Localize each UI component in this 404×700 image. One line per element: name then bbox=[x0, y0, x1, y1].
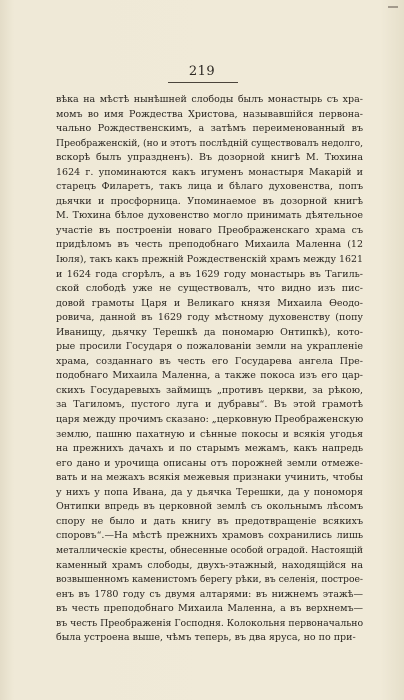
text-line: въ честь преподобнаго Михаила Маленна, а въ верхнемъ— bbox=[56, 603, 363, 615]
text-line: дьячки и просфорница. Упоминаемое въ дозорной книгѣ bbox=[56, 195, 363, 207]
text-line: спору не было и дать книгу въ предотвращеніе всякихъ bbox=[56, 515, 363, 527]
text-line: 1624 г. упоминаются какъ игуменъ монастыря Макарій и bbox=[56, 166, 363, 178]
text-line: его дано и урочища описаны отъ порожней земли отмеже- bbox=[56, 457, 363, 469]
text-line: на прежнихъ дачахъ и по старымъ межамъ, какъ напредь bbox=[56, 443, 363, 455]
text-line: М. Тюхина бѣлое духовенство могло принимать дѣятельное bbox=[56, 210, 363, 222]
text-line: у нихъ у попа Ивана, да у дьячка Терешки, да у пономоря bbox=[56, 486, 363, 498]
text-line: металлическіе кресты, обнесенные особой оградой. Настоящій bbox=[56, 544, 363, 556]
text-line: старецъ Филаретъ, такъ лица и бѣлаго духовенства, попъ bbox=[56, 181, 363, 193]
text-line: вѣка на мѣстѣ нынѣшней слободы былъ монастырь съ хра- bbox=[56, 94, 363, 105]
page-number-rule bbox=[168, 82, 238, 83]
text-line: Іюля), такъ какъ прежній Рождественскій храмъ между 1621 bbox=[56, 254, 363, 266]
text-line: придѣломъ въ честь преподобнаго Михаила Маленна (12 bbox=[56, 239, 363, 251]
text-line: енъ въ 1780 году съ двумя алтарями: въ нижнемъ этажѣ— bbox=[56, 588, 363, 600]
text-line: рые просили Государя о пожалованіи земли на украпленіе bbox=[56, 341, 363, 353]
text-line: довой грамоты Царя и Великаго князя Михаила Ѳеодо- bbox=[56, 297, 363, 309]
text-line: и 1624 года сгорѣлъ, а въ 1629 году монастырь въ Тагиль- bbox=[56, 268, 363, 280]
text-line: была устроена выше, чѣмъ теперь, въ два яруса, но по при- bbox=[56, 632, 356, 644]
text-line: въ честь Преображенія Господня. Колокольня первоначально bbox=[56, 617, 363, 629]
text-line: храма, созданнаго въ честь его Государева ангела Пре- bbox=[56, 355, 363, 367]
body-text bbox=[56, 93, 363, 646]
text-line: землю, пашню пахатную и сѣнные покосы и всякія угодья bbox=[56, 428, 363, 440]
text-line: момъ во имя Рождества Христова, называвшійся первона- bbox=[56, 108, 363, 120]
text-line: Преображенскій, (но и этотъ послѣдній существовалъ недолго, bbox=[56, 137, 363, 149]
text-line: скихъ Государевыхъ займищъ „противъ церкви, за рѣкою, bbox=[56, 384, 363, 396]
text-line: за Тагиломъ, пустого луга и дубравы“. Въ этой грамотѣ bbox=[56, 399, 363, 411]
text-line: подобнаго Михаила Маленна, а также покоса изъ его цар- bbox=[56, 370, 363, 382]
text-line: возвышенномъ каменистомъ берегу рѣки, въ селенія, построе- bbox=[56, 574, 363, 586]
text-line: вскорѣ былъ упраздненъ). Въ дозорной книгѣ М. Тюхина bbox=[56, 152, 363, 164]
text-line: царя между прочимъ сказано: „церковную Преображенскую bbox=[56, 414, 363, 426]
text-line: ровича, данной въ 1629 году мѣстному духовенству (попу bbox=[56, 312, 363, 324]
margin-mark bbox=[388, 6, 398, 8]
text-line: Иванищу, дьячку Терешкѣ да пономарю Онтипкѣ), кото- bbox=[56, 326, 363, 338]
page-number: 219 bbox=[188, 64, 216, 79]
text-line: Онтипки впредь въ церковной землѣ съ окольнымъ лѣсомъ bbox=[56, 501, 363, 513]
text-line: участіе въ построеніи новаго Преображенскаго храма съ bbox=[56, 224, 363, 236]
text-line: чально Рождественскимъ, а затѣмъ переименованный въ bbox=[56, 123, 363, 135]
text-line: каменный храмъ слободы, двухъ-этажный, находящійся на bbox=[56, 559, 363, 571]
text-line: споровъ“.—На мѣстѣ прежнихъ храмовъ сохранились лишь bbox=[56, 530, 363, 542]
text-line: вать и на межахъ всякія межевыя признаки учинить, чтобы bbox=[56, 472, 363, 484]
text-line: ской слободѣ уже не существовалъ, что видно изъ пис- bbox=[56, 283, 363, 295]
